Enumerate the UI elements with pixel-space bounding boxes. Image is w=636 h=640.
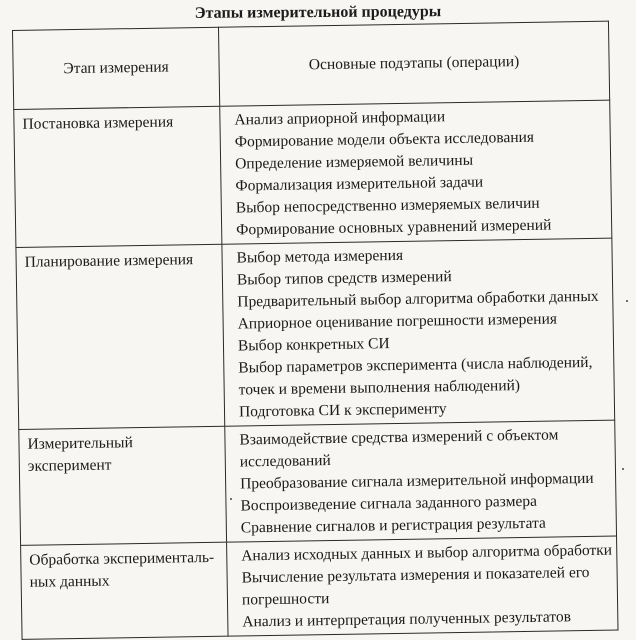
scan-speck — [622, 468, 624, 470]
table-row — [16, 238, 615, 429]
operation-item: Выбор метода измерения — [236, 246, 404, 267]
operation-item: Взаимодействие средства измерений с объектом — [239, 426, 559, 449]
stage-label: Обработка эксперименталь- — [29, 548, 215, 569]
operation-item: Выбор непосредственно измеряемых величин — [235, 194, 540, 217]
operation-item: Предварительный выбор алгоритма обработки данных — [237, 287, 599, 311]
stage-cell — [19, 426, 227, 545]
document-scan — [12, 21, 621, 631]
operation-item: Анализ и интерпретация полученных результатов — [242, 608, 572, 631]
operation-item-continued: исследований — [239, 452, 331, 471]
operation-item-continued: точек и времени выполнения наблюдений) — [238, 377, 521, 399]
operation-item: Анализ исходных данных и выбор алгоритма обработки — [241, 541, 613, 565]
header-stage: Этап измерения — [13, 27, 220, 109]
operation-item: Сравнение сигналов и регистрация результата — [240, 514, 546, 537]
operation-item: Формирование модели объекта исследования — [234, 128, 535, 151]
stage-label: Постановка измерения — [22, 113, 174, 133]
operation-item: Преобразование сигнала измерительной информации — [240, 469, 594, 493]
operation-item: Формирование основных уравнений измерений — [236, 216, 552, 239]
operation-item: Воспроизведение сигнала заданного размера — [240, 492, 538, 515]
scan-speck — [626, 300, 628, 302]
operation-item: Определение измеряемой величины — [234, 151, 474, 173]
stage-cell — [21, 542, 228, 639]
stage-cell — [16, 244, 225, 429]
operation-item: Вычисление результата измерения и показателей его — [241, 563, 590, 587]
operations-cell — [222, 238, 615, 426]
operation-item: Априорное оценивание погрешности измерения — [237, 310, 558, 333]
stage-label: Планирование измерения — [24, 251, 194, 271]
operation-item: Подготовка СИ к эксперименту — [238, 400, 447, 421]
operation-item: Выбор конкретных СИ — [237, 335, 390, 355]
header-operations: Основные подэтапы (операции) — [218, 21, 609, 106]
operation-item: Анализ априорной информации — [234, 108, 446, 129]
operation-item-continued: погрешности — [241, 590, 330, 609]
operation-item: Выбор типов средств измерений — [236, 268, 452, 289]
table-row — [14, 100, 612, 247]
operations-cell — [220, 100, 612, 244]
operation-item: Формализация измерительной задачи — [235, 173, 484, 195]
operations-cell — [225, 420, 617, 542]
procedure-table — [12, 21, 619, 640]
table-header-row — [13, 21, 610, 109]
page-title: Этапы измерительной процедуры — [194, 3, 442, 22]
table-row — [19, 420, 617, 545]
operation-item: Выбор параметров эксперимента (числа наблюдений, — [238, 353, 593, 377]
stage-label: Измерительный эксперимент — [27, 434, 133, 475]
scan-speck — [230, 498, 232, 500]
stage-label-continued: ных данных — [29, 572, 110, 591]
stage-cell — [14, 106, 222, 247]
operations-cell — [227, 536, 618, 636]
